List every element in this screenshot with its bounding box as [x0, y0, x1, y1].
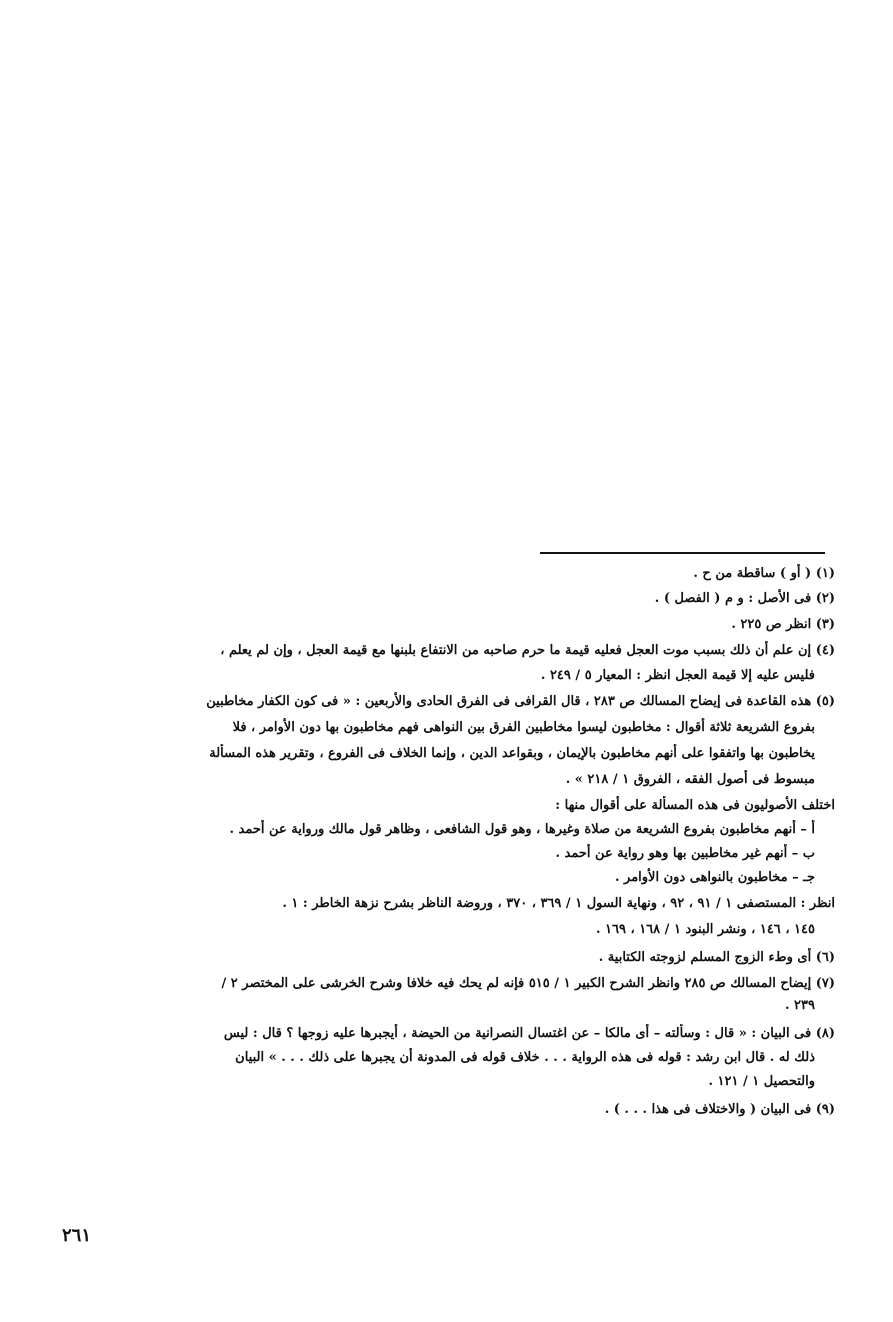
footnote-line: (٣) انظر ص ٢٢٥ . — [731, 617, 835, 632]
footnote-line: والتحصيل ١ / ١٢١ . — [708, 1074, 815, 1089]
footnote-line: (٤) إن علم أن ذلك بسبب موت العجل فعليه قيمة ما حرم صاحبه من الانتفاع بلبنها مع قيمة العجل ، وإن لم يعلم ، — [220, 643, 835, 658]
footnote-line: ٢٣٩ . — [784, 998, 815, 1013]
footnote-line: (٥) هذه القاعدة فى إيضاح المسالك ص ٢٨٣ ، قال القرافى فى الفرق الحادى والأربعين : « فى كون الكفار مخاطبين — [206, 694, 835, 709]
footnote-line: انظر : المستصفى ١ / ٩١ ، ٩٢ ، ونهاية السول ١ / ٣٦٩ ، ٣٧٠ ، وروضة الناظر بشرح نزهة الخاطر : ١ . — [282, 896, 835, 911]
footnote-line: (٨) فى البيان : « قال : وسألته – أى مالكا – عن اغتسال النصرانية من الحيضة ، أيجبرها عليه زوجها ؟ قال : ليس — [223, 1026, 835, 1041]
footnote-line: اختلف الأصوليون فى هذه المسألة على أقوال منها : — [555, 798, 835, 813]
page-number: ٢٦١ — [62, 1225, 92, 1246]
footnote-line: بفروع الشريعة ثلاثة أقوال : مخاطبون ليسوا مخاطبين الفرق بين النواهى فهم مخاطبون بها دون الأوامر ، فلا — [232, 720, 815, 735]
footnote-line: مبسوط فى أصول الفقه ، الفروق ١ / ٢١٨ » . — [565, 772, 815, 787]
footnote-line: فليس عليه إلا قيمة العجل انظر : المعيار ٥ / ٢٤٩ . — [540, 668, 815, 683]
footnote-line: ب – أنهم غير مخاطبين بها وهو رواية عن أحمد . — [555, 846, 815, 861]
footnote-line: (٧) إيضاح المسالك ص ٢٨٥ وانظر الشرح الكبير ١ / ٥١٥ فإنه لم يحك فيه خلافا وشرح الخرشى على المختصر ٢ / — [221, 976, 835, 991]
footnote-line: يخاطبون بها واتفقوا على أنهم مخاطبون بالإيمان ، وبقواعد الدين ، وإنما الخلاف فى الفروع ، وتقرير هذه المسألة — [209, 746, 815, 761]
footnote-line: ١٤٥ ، ١٤٦ ، ونشر البنود ١ / ١٦٨ ، ١٦٩ . — [595, 922, 815, 937]
footnote-line: (٩) فى البيان ( والاختلاف فى هذا . . . ) . — [604, 1102, 835, 1117]
footnote-divider — [540, 552, 825, 554]
footnote-line: (١) ( أو ) ساقطة من ح . — [693, 566, 835, 581]
footnote-line: أ – أنهم مخاطبون بفروع الشريعة من صلاة وغيرها ، وهو قول الشافعى ، وظاهر قول مالك ورواية عن أحمد . — [229, 822, 815, 837]
footnote-line: (٢) فى الأصل : و م ( الفصل ) . — [654, 591, 835, 606]
footnote-line: ذلك له . قال ابن رشد : قوله فى هذه الرواية . . . خلاف قوله فى المدونة أن يجبرها على ذلك . . . » البيان — [235, 1050, 815, 1065]
footnote-line: جـ – مخاطبون بالنواهى دون الأوامر . — [614, 870, 815, 885]
footnote-line: (٦) أى وطء الزوج المسلم لزوجته الكتابية . — [598, 950, 835, 965]
